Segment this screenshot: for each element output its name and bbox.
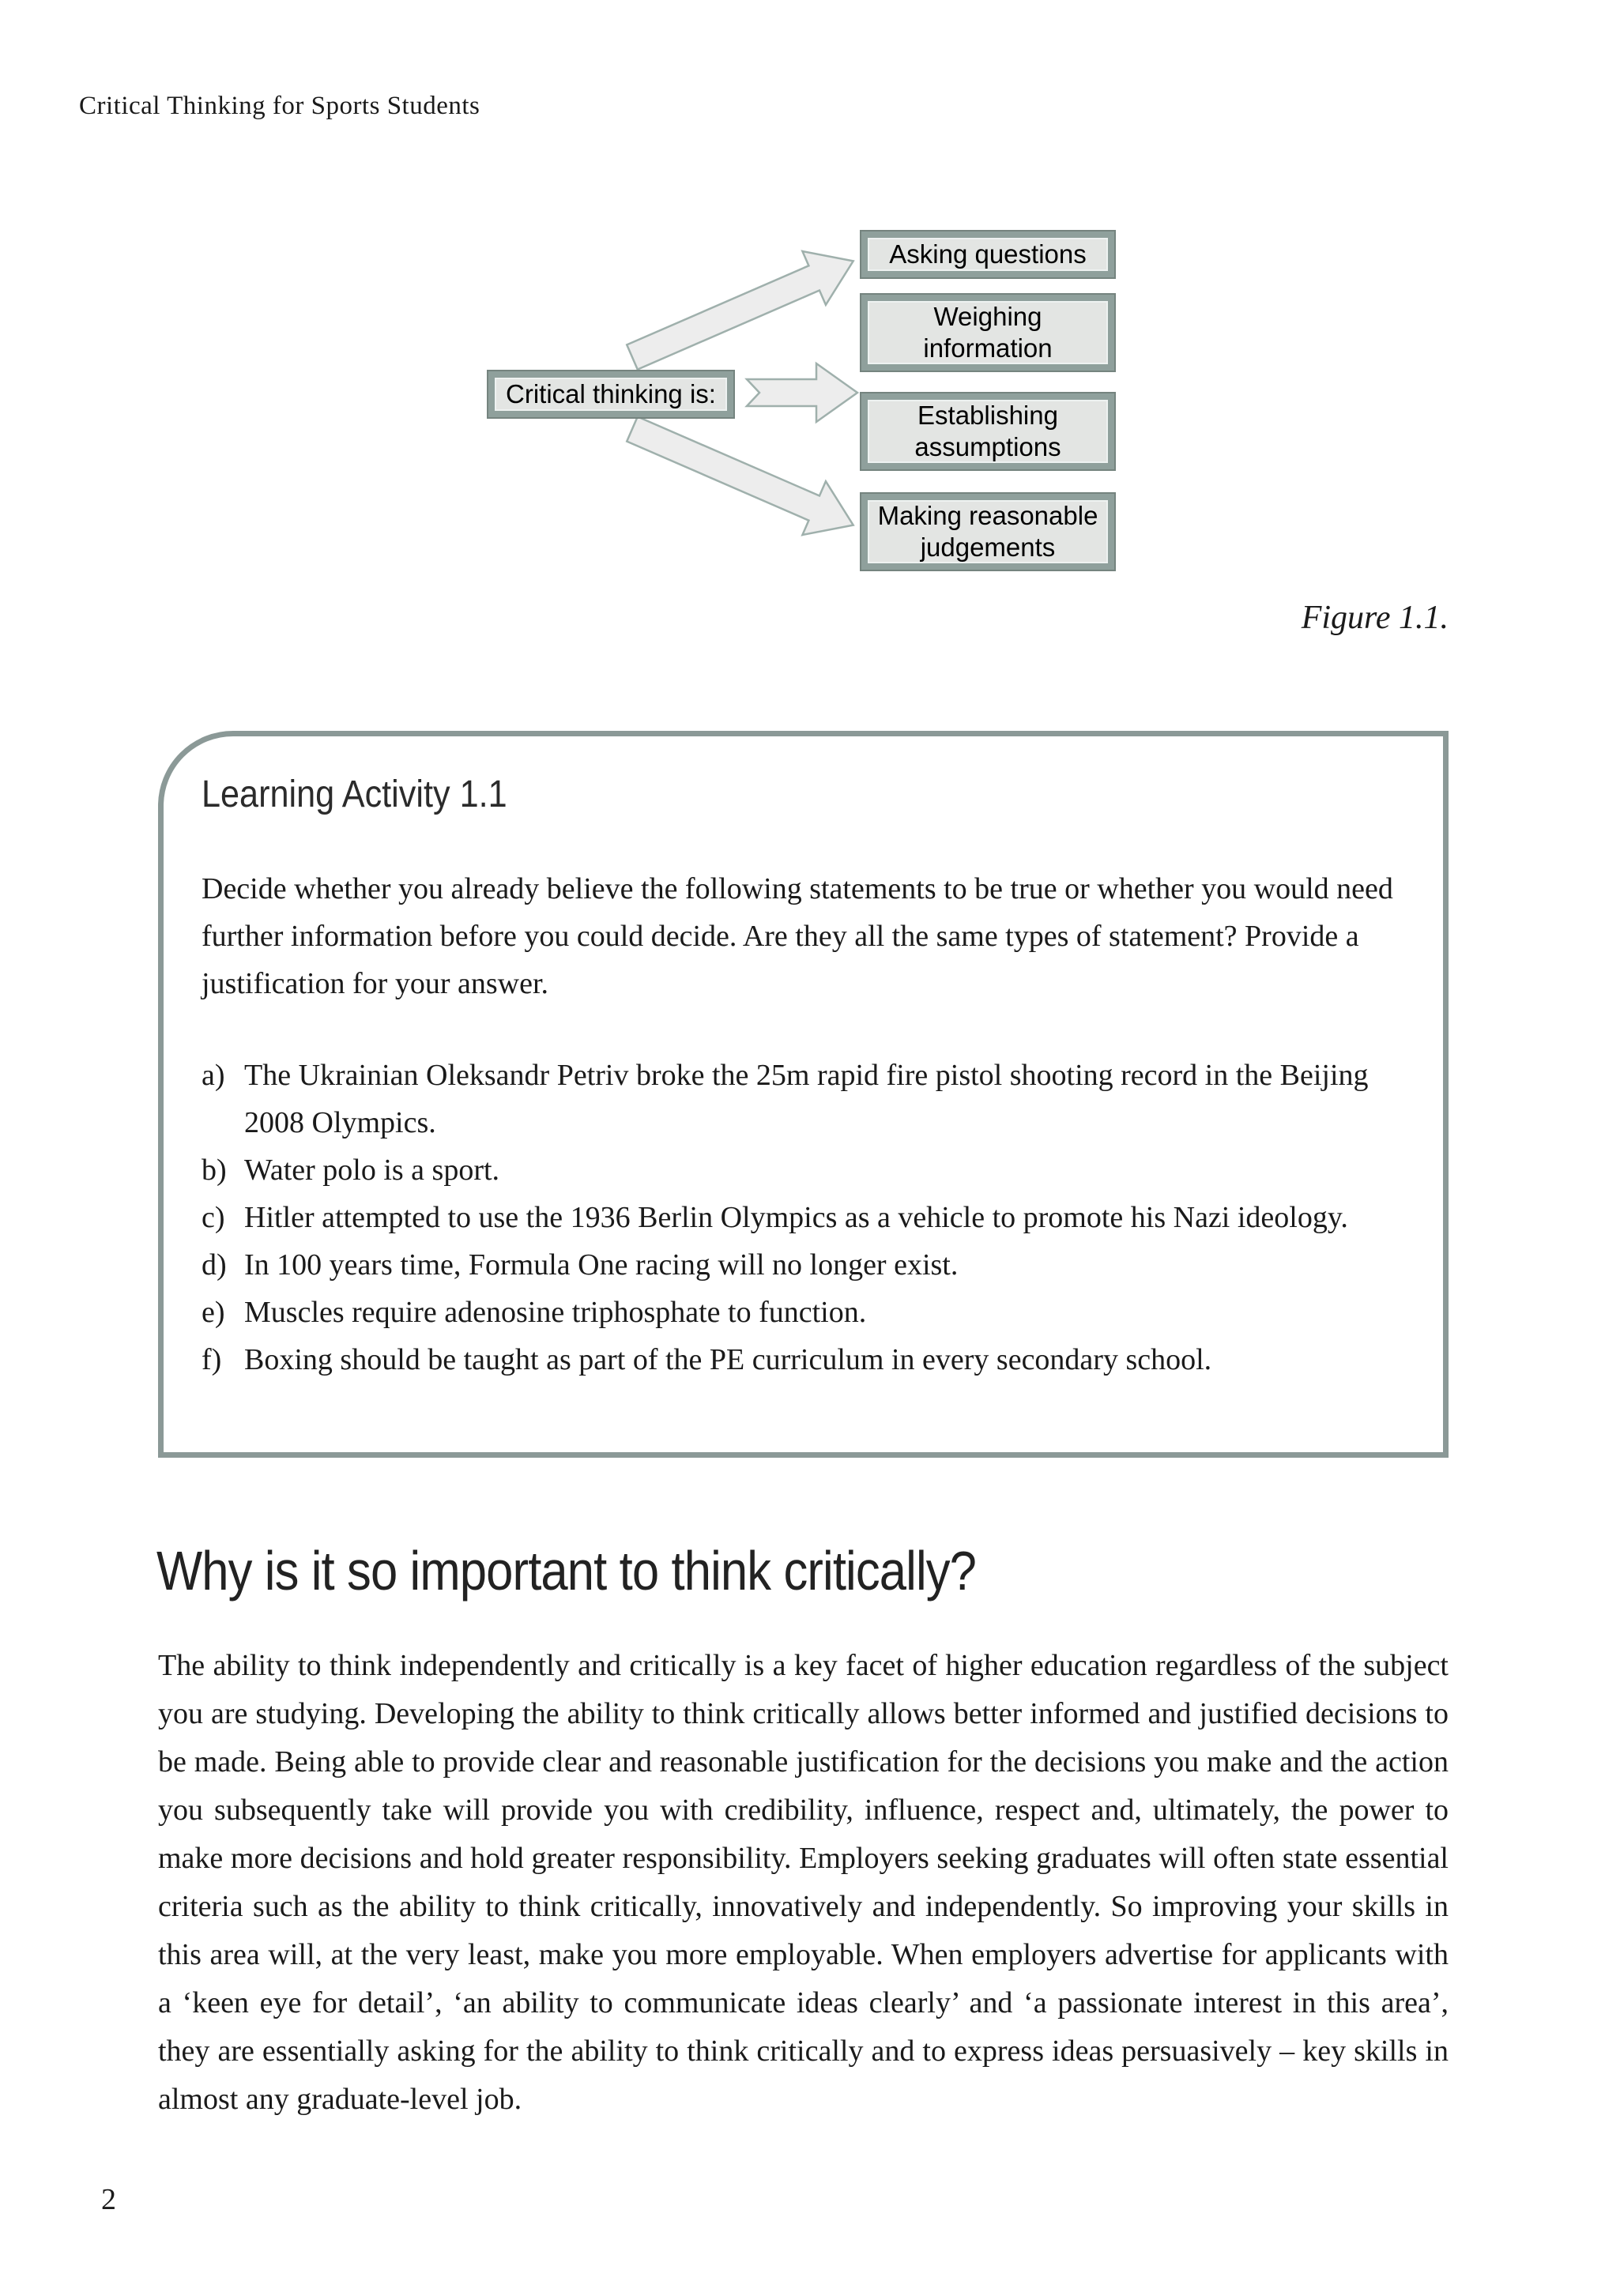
page-number: 2 xyxy=(101,2183,116,2216)
list-item-text: Hitler attempted to use the 1936 Berlin Olympics as a vehicle to promote his Nazi ideology. xyxy=(244,1201,1348,1234)
list-item-label: f) xyxy=(202,1343,222,1376)
arrow-up-right-icon xyxy=(620,234,865,383)
diagram-source-box: Critical thinking is: xyxy=(488,371,733,417)
list-item xyxy=(202,1289,1405,1336)
list-item-label: a) xyxy=(202,1059,225,1092)
diagram-target-box-establishing-assumptions: Establishing assumptions xyxy=(861,393,1114,469)
learning-activity-box xyxy=(158,731,1449,1458)
arrow-down-right-icon xyxy=(620,402,865,551)
body-paragraph: The ability to think independently and critically is a key facet of higher education regardless of the subject you are studying. Developing the ability to think critically allows better informed and justified decisions to be made. Being able to provide clear and reasonable justification for the decisions you make and the action you subsequently take will provide you with credibility, influence, respect and, ultimately, the power to make more decisions and hold greater responsibility. Employers seeking graduates will often state essential criteria such as the ability to think critically, innovatively and independently. So improving your skills in this area will, at the very least, make you more employable. When employers advertise for applicants with a ‘keen eye for detail’, ‘an ability to communicate ideas clearly’ and ‘a passionate interest in this area’, they are essentially asking for the ability to think critically and to express ideas persuasively – key skills in almost any graduate-level job. xyxy=(158,1649,1449,2116)
list-item-label: b) xyxy=(202,1154,227,1187)
list-item-text: Boxing should be taught as part of the PE curriculum in every secondary school. xyxy=(244,1343,1212,1376)
list-item xyxy=(202,1052,1405,1146)
list-item-label: e) xyxy=(202,1296,225,1329)
list-item xyxy=(202,1146,1405,1194)
list-item-text: Water polo is a sport. xyxy=(244,1154,500,1187)
list-item-label: c) xyxy=(202,1201,225,1234)
learning-activity-title: Learning Activity 1.1 xyxy=(202,773,507,815)
list-item-text: Muscles require adenosine triphosphate to function. xyxy=(244,1296,867,1329)
diagram-target-box-asking-questions: Asking questions xyxy=(861,231,1114,277)
list-item xyxy=(202,1194,1405,1241)
list-item-text: In 100 years time, Formula One racing will no longer exist. xyxy=(244,1248,959,1282)
activity-list xyxy=(202,1052,1405,1383)
list-item-text: The Ukrainian Oleksandr Petriv broke the 25m rapid fire pistol shooting record in the Beijing 2008 Olympics. xyxy=(244,1059,1369,1139)
section-heading: Why is it so important to think critically? xyxy=(156,1540,977,1602)
diagram-target-box-weighing-information: Weighing information xyxy=(861,295,1114,371)
list-item xyxy=(202,1336,1405,1383)
diagram-target-box-making-reasonable-judgements: Making reasonable judgements xyxy=(861,494,1114,570)
list-item xyxy=(202,1241,1405,1289)
figure-caption: Figure 1.1. xyxy=(1301,600,1449,636)
arrow-right-icon xyxy=(747,363,857,422)
running-head: Critical Thinking for Sports Students xyxy=(79,92,480,120)
learning-activity-intro: Decide whether you already believe the following statements to be true or whether you would need further information before you could decide. Are they all the same types of statement? Provide a justification for your answer. xyxy=(202,872,1393,1000)
list-item-label: d) xyxy=(202,1248,227,1282)
